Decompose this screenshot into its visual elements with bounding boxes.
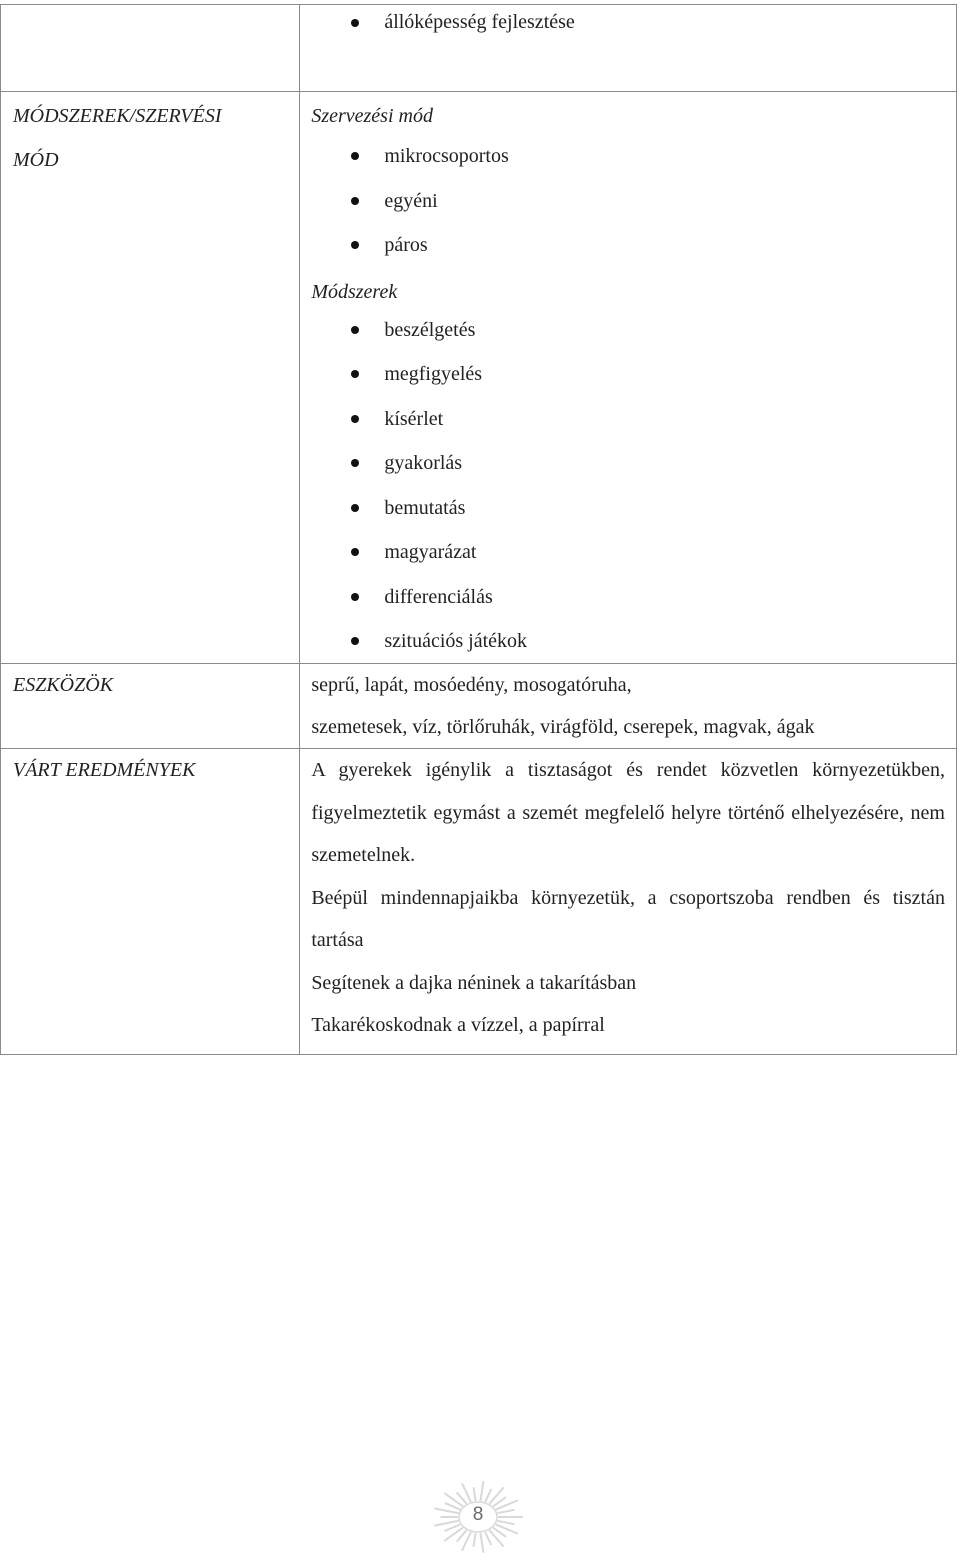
page-number-badge <box>424 1477 532 1557</box>
list-item-label: állóképesség fejlesztése <box>384 11 575 33</box>
table-row-tools <box>1 664 957 749</box>
bullet-icon <box>351 370 359 378</box>
list-item <box>311 401 945 446</box>
organization-heading: Szervezési mód <box>311 105 433 127</box>
tools-line-2: szemetesek, víz, törlőruhák, virágföld, cserepek, magvak, ágak <box>311 716 815 738</box>
list-item-label: megfigyelés <box>384 363 483 385</box>
bullet-icon <box>351 504 359 512</box>
list-item-label: mikrocsoportos <box>384 145 509 167</box>
starburst-ray <box>485 1489 491 1502</box>
methods-label-cell <box>1 92 300 664</box>
list-item-label: differenciálás <box>384 585 493 608</box>
list-item <box>311 356 945 401</box>
results-paragraphs <box>311 749 945 1047</box>
tools-label-cell <box>1 664 300 749</box>
list-item <box>311 138 945 183</box>
list-item-label: egyéni <box>384 189 438 212</box>
bullet-icon <box>351 459 359 467</box>
list-item-label: magyarázat <box>384 541 477 563</box>
starburst-ray <box>480 1481 483 1501</box>
list-item <box>311 623 945 663</box>
list-item <box>311 227 945 272</box>
intro-content-cell <box>300 5 957 92</box>
starburst-ray <box>474 1533 476 1547</box>
list-item-label: szituációs játékok <box>384 630 528 652</box>
tools-label: ESZKÖZÖK <box>13 674 114 696</box>
table-row-results <box>1 749 957 1055</box>
list-item-label: bemutatás <box>384 496 466 519</box>
starburst-ray <box>485 1532 491 1545</box>
bullet-icon <box>351 241 359 249</box>
results-label-cell <box>1 749 300 1055</box>
empty-label-cell <box>1 5 300 92</box>
lesson-plan-table <box>0 4 957 1055</box>
list-item <box>311 5 945 50</box>
table-row-methods <box>1 92 957 664</box>
methods-label-line2: MÓD <box>13 149 59 171</box>
list-item-label: beszélgetés <box>384 318 476 341</box>
bullet-icon <box>351 415 359 423</box>
tools-line-1: seprű, lapát, mosóedény, mosogatóruha, <box>311 674 632 696</box>
results-content-cell <box>300 749 957 1055</box>
bullet-icon <box>351 152 359 160</box>
results-paragraph-4: Takarékoskodnak a vízzel, a papírral <box>311 1014 605 1036</box>
table-row-intro <box>1 5 957 92</box>
list-item <box>311 312 945 357</box>
list-item <box>311 534 945 579</box>
results-paragraph-2: Beépül mindennapjaikba környezetük, a csoportszoba rendben és tisztán tartása <box>311 886 945 951</box>
methods-label-line1: MÓDSZEREK/SZERVÉSI <box>13 105 222 127</box>
bullet-icon <box>351 593 359 601</box>
bullet-icon <box>351 637 359 645</box>
list-item <box>311 490 945 535</box>
bullet-icon <box>351 197 359 205</box>
results-paragraph-1: A gyerekek igénylik a tisztaságot és rendet közvetlen környezetükben, figyelmeztetik egymást a szemét megfelelő helyre történő elhelyezésére, nem szemetelnek. <box>311 759 945 866</box>
bullet-icon <box>351 548 359 556</box>
list-item-label: gyakorlás <box>384 452 463 474</box>
tools-content-cell <box>300 664 957 749</box>
starburst-ray <box>480 1533 483 1553</box>
list-item-label: kísérlet <box>384 407 444 430</box>
list-item <box>311 445 945 490</box>
list-item-label: páros <box>384 234 428 256</box>
page-number: 8 <box>472 1504 484 1525</box>
starburst-ray <box>474 1487 476 1501</box>
list-item <box>311 183 945 228</box>
methods-bullet-list <box>311 312 945 664</box>
results-label: VÁRT EREDMÉNYEK <box>13 759 196 781</box>
list-item <box>311 579 945 624</box>
bullet-icon <box>351 19 359 27</box>
methods-heading: Módszerek <box>311 280 398 303</box>
results-paragraph-3: Segítenek a dajka néninek a takarításban <box>311 971 637 994</box>
intro-bullet-list <box>311 5 945 50</box>
bullet-icon <box>351 326 359 334</box>
organization-bullet-list <box>311 138 945 272</box>
methods-content-cell <box>300 92 957 664</box>
